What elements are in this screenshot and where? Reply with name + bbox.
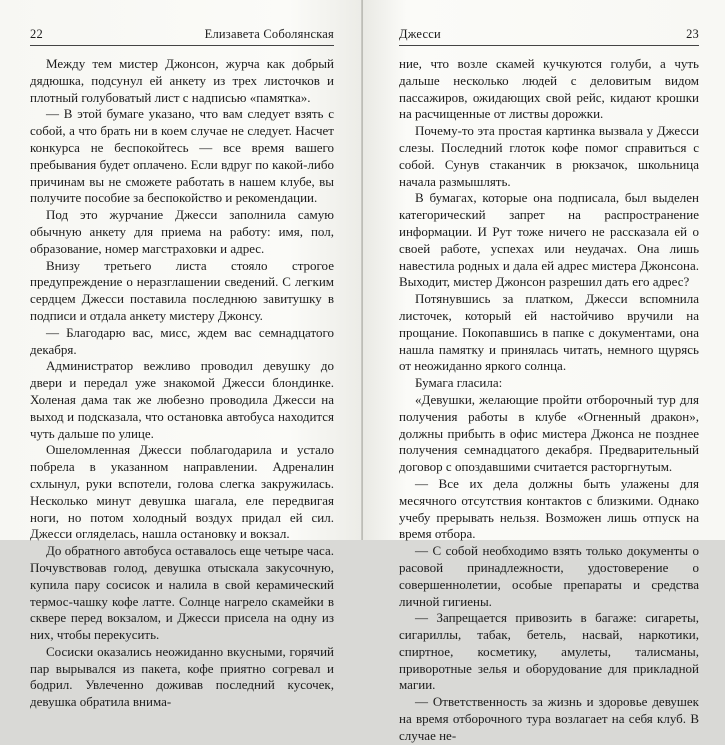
left-page-text (30, 56, 334, 711)
page-number: 22 (30, 27, 43, 41)
header-rule (399, 45, 699, 46)
paragraph: — Все их дела должны быть улажены для месячного отсутствия контактов с близкими. Однако учебу прерывать нельзя. Возможен лишь отпуск на время отбора. (399, 475, 699, 542)
running-title-book: Джесси (399, 27, 441, 41)
paragraph: ние, что возле скамей кучкуются голуби, а чуть дальше несколько людей с деловитым видом пассажиров, ожидающих свой рейс, кидают крошки на расчищенные от листвы дорожки. (399, 56, 699, 122)
right-page-text (399, 56, 699, 745)
paragraph: Почему-то эта простая картинка вызвала у Джесси слезы. Последний глоток кофе помог справиться с собой. Сунув стаканчик в рюкзачок, школьница начала размышлять. (399, 123, 699, 189)
paragraph: Администратор вежливо проводил девушку до двери и передал уже знакомой Джесси блондинке. Холеная дама так же любезно проводила Джесси на выход и подсказала, что остановка автобуса находится чуть дальше по улице. (30, 358, 334, 441)
paragraph: В бумагах, которые она подписала, был выделен категорический запрет на распространение информации. И Рут тоже ничего не рассказала ей о своей работе, успехах или неудачах. Она лишь навестила родных и дала ей адрес мистера Джонсона. Выходит, мистер Джонсон разрешил дать его адрес? (399, 190, 699, 290)
left-page-header (30, 26, 334, 42)
left-page (0, 0, 362, 710)
right-page (363, 0, 725, 743)
page-number: 23 (686, 27, 699, 41)
paragraph: Между тем мистер Джонсон, журча как добрый дядюшка, подсунул ей анкету из трех листочков и плотный голубоватый лист с надписью «памятка». (30, 56, 334, 105)
paragraph: — Ответственность за жизнь и здоровье девушек на время отборочного тура возлагает на себя клуб. В случае не- (399, 694, 699, 743)
paragraph: Сосиски оказались неожиданно вкусными, горячий пар вырывался из пакета, кофе приятно согревал и бодрил. Увлеченно доживав последний кусочек, девушка обратила внима- (30, 643, 334, 710)
paragraph: Под это журчание Джесси заполнила самую обычную анкету для приема на работу: имя, пол, образование, номер магстраховки и адрес. (30, 207, 334, 256)
paragraph: — Благодарю вас, мисс, ждем вас семнадцатого декабря. (30, 324, 334, 357)
paragraph: Потянувшись за платком, Джесси вспомнила листочек, который ей настойчиво вручили на прощание. Покопавшись в папке с документами, она нашла памятку и принялась читать, немного щурясь от неожиданно яркого солнца. (399, 291, 699, 374)
paragraph: — Запрещается привозить в багаже: сигареты, сигариллы, табак, бетель, насвай, наркотики, спиртное, косметику, амулеты, талисманы, приворотные зелья и оборудование для прикладной магии. (399, 610, 699, 693)
paragraph: Бумага гласила: (415, 375, 503, 391)
paragraph: Внизу третьего листа стояло строгое предупреждение о неразглашении сведений. С легким сердцем Джесси поставила последнюю завитушку в подписи и отдала анкету мистеру Джонсу. (30, 257, 334, 323)
paragraph: До обратного автобуса оставалось еще четыре часа. Почувствовав голод, девушка отыскала закусочную, купила пару сосисок и налила в свой керамический термос-чашку кофе латте. Солнце нагрело скамейки в сквере перед вокзалом, и Джесси присела на одну из них, чтобы перекусить. (30, 543, 334, 643)
running-title-author: Елизавета Соболянская (204, 27, 334, 41)
right-page-header (399, 26, 699, 42)
paragraph: — В этой бумаге указано, что вам следует взять с собой, а что брать ни в коем случае не следует. Насчет конкурса не беспокойтесь — все время вашего пребывания будет оплачено. Если вдруг по какой-либо причинам вы не сможете работать в нашем клубе, вы получите пособие за беспокойство и рекомендации. (30, 106, 334, 206)
paragraph: Ошеломленная Джесси поблагодарила и устало побрела в указанном направлении. Адреналин схлынул, руки вспотели, голова слегка закружилась. Несколько минут девушка шагала, еле передвигая ноги, но потом холодный воздух придал ей сил. Джесси огляделась, нашла остановку и вокзал. (30, 442, 334, 542)
paragraph: «Девушки, желающие пройти отборочный тур для получения работы в клубе «Огненный дракон», должны прибыть в офис мистера Джонса не позднее получения семнадцатого декабря. Предварительный договор с опоздавшими считается расторгнутым. (399, 391, 699, 475)
paragraph: — С собой необходимо взять только документы о расовой принадлежности, удостоверение о совершеннолетии, особые препараты и средства личной гигиены. (399, 543, 699, 609)
header-rule (30, 45, 334, 46)
